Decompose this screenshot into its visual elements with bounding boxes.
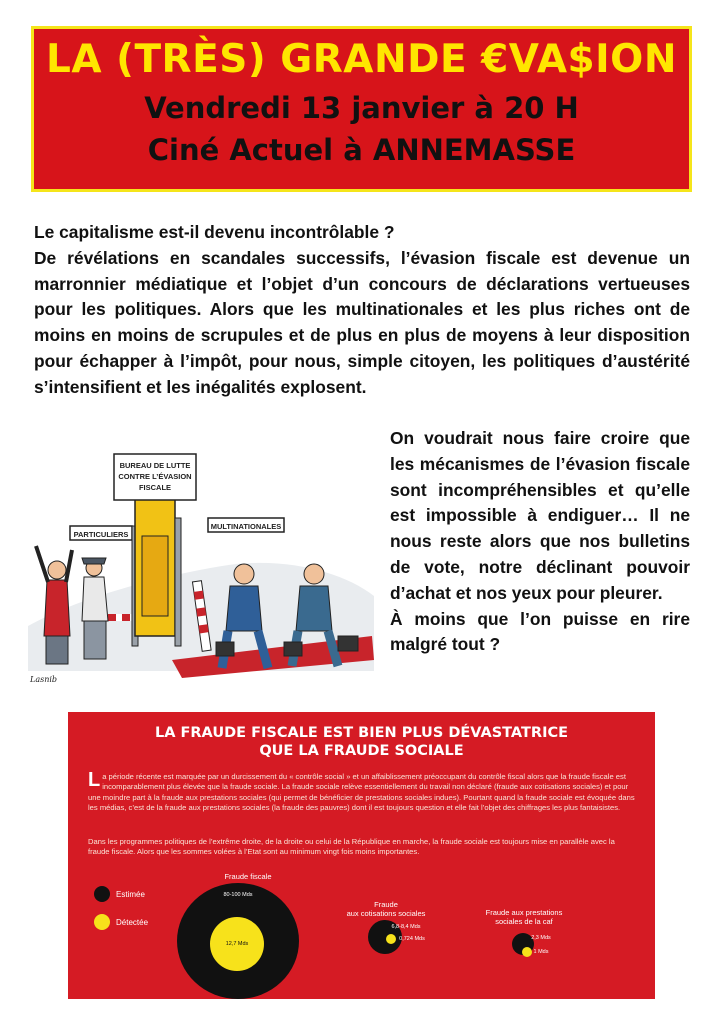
infographic-paragraph-2: Dans les programmes politiques de l’extrême droite, de la droite ou celui de la République en marche, la fraude sociale est toujours mise en parallèle avec la fraude fiscale. Alors que les sommes volées à l’Etat sont au minimum vingt fois moins importantes. (88, 837, 615, 857)
bubble-label-prestations: Fraude aux prestations sociales de la caf (485, 908, 563, 926)
cartoon-sign-line-3: FISCALE (138, 483, 172, 492)
bubble-value-detected-fiscal: 12,7 Mds (225, 941, 249, 947)
bubble-label-fiscal: Fraude fiscale (224, 872, 272, 881)
bubble-value-detected-cotisations: 0,724 Mds (399, 936, 425, 942)
infographic-title-line-1: LA FRAUDE FISCALE EST BIEN PLUS DÉVASTATRICE (154, 725, 569, 741)
side-text (390, 426, 690, 658)
bubble-label-cotisations: Fraude aux cotisations sociales (346, 900, 426, 918)
bubble-value-estimated-prestations: 2,3 Mds (531, 935, 551, 941)
legend-detected-swatch (94, 914, 110, 930)
infographic-paragraph-1-text: a période récente est marquée par un durcissement du « contrôle social » et un affaiblissement préoccupant du contrôle fiscal alors que la fraude fiscale est incomparablement plus élevée que la fraude sociale. La fraude sociale relève essentiellement du travail non déclaré (fraude aux cotisations sociales) et pour une moindre part à la fraude aux prestations sociales (qui permet de bénéficier de prestations sociales indues). Pourtant quand la fraude sociale est évoquée dans les médias, c’est de la fraude aux prestations sociales (la fraude des pauvres) dont il est toujours question et elle fait l’objet des chiffrages les plus fantaisistes. (88, 772, 635, 813)
event-date: Vendredi 13 janvier à 20 H (144, 91, 579, 125)
intro-text (34, 220, 690, 401)
legend-estimated-label: Estimée (116, 889, 145, 899)
cartoon-sign-line-1: BUREAU DE LUTTE (119, 461, 191, 470)
side-paragraph-1: On voudrait nous faire croire que les mécanismes de l’évasion fiscale sont incompréhensibles et qu’elle est impossible à endiguer… Il ne nous reste alors que nos bulletins de vote, notre déclinant pouvoir d’achat et nos yeux pour pleurer. (390, 428, 690, 603)
event-venue: Ciné Actuel à ANNEMASSE (147, 133, 576, 167)
legend-estimated-swatch (94, 886, 110, 902)
bubble-value-estimated-cotisations: 6,8-8,4 Mds (391, 924, 421, 930)
intro-paragraph: De révélations en scandales successifs, l’évasion fiscale est devenue un marronnier médiatique et l’objet d’un concours de déclarations vertueuses pour les politiques. Alors que les multinationales et les plus riches ont de moins en moins de scrupules et de plus en plus de moyens à leur disposition pour échapper à l’impôt, pour nous, simple citoyen, les politiques d’austérité s’intensifient et les inégalités explosent. (34, 247, 690, 397)
legend-estimated (94, 886, 145, 902)
bubble-value-detected-prestations: 1 Mds (533, 949, 549, 955)
legend-detected (94, 914, 148, 930)
cartoon-sign-line-2: CONTRE L’ÉVASION (118, 472, 192, 481)
infographic-title-line-2: QUE LA FRAUDE SOCIALE (259, 743, 464, 759)
infographic-title (68, 724, 655, 760)
cartoon-signature: Lasnib (30, 675, 58, 684)
infographic-paragraph-1 (88, 769, 638, 814)
event-title: LA (TRÈS) GRANDE €VA$ION (46, 37, 677, 82)
cartoon-illustration (22, 446, 382, 694)
legend-detected-label: Détectée (116, 917, 149, 927)
fraud-infographic (68, 712, 655, 999)
header-banner (31, 26, 692, 192)
cartoon-right-door-label: MULTINATIONALES (210, 522, 282, 531)
side-paragraph-2: À moins que l’on puisse en rire malgré tout ? (390, 608, 690, 655)
infographic-dropcap: L (88, 769, 101, 791)
intro-question: Le capitalisme est-il devenu incontrôlable ? (34, 222, 395, 242)
cartoon-left-door-label: PARTICULIERS (73, 530, 129, 539)
bubble-value-estimated-fiscal: 80-100 Mds (223, 892, 253, 898)
